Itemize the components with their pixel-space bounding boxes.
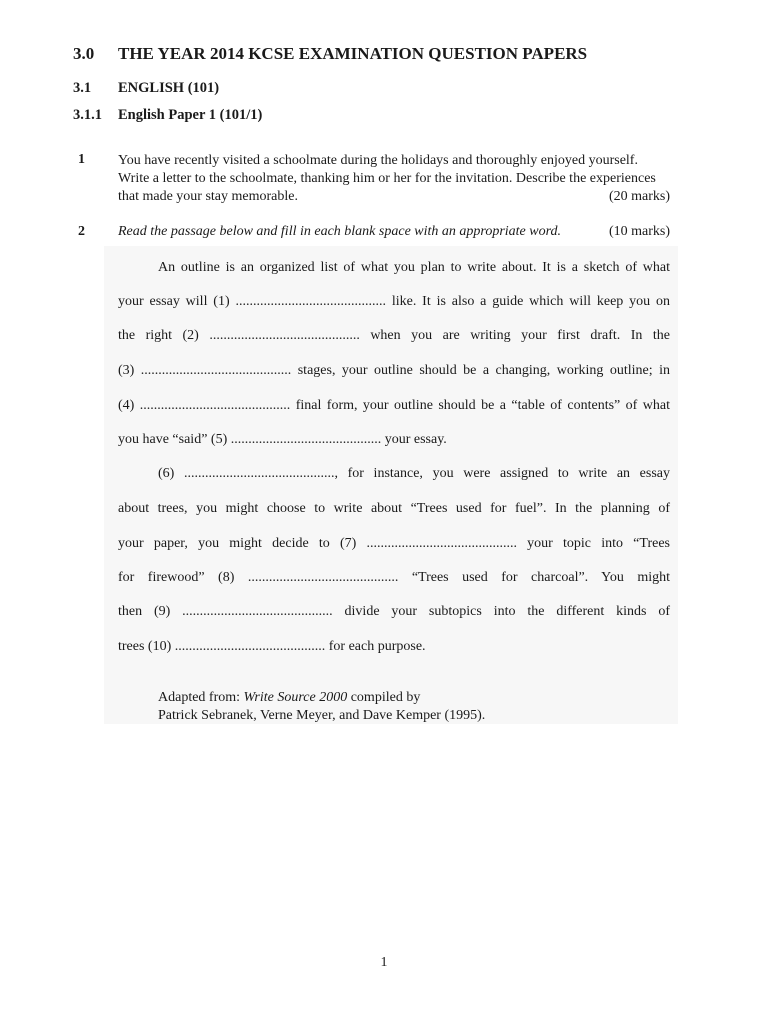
question-1-line xyxy=(118,188,670,206)
question-1-marks: (20 marks) xyxy=(608,189,670,204)
question-2-header xyxy=(118,224,670,242)
subsection-number: 3.1 xyxy=(73,80,92,96)
passage-line: you have “said” (5) ........................................... your essay. xyxy=(118,432,447,447)
question-2-marks: (10 marks) xyxy=(608,224,670,239)
section-title: THE YEAR 2014 KCSE EXAMINATION QUESTION PAPERS xyxy=(118,44,588,63)
question-1-line-text: that made your stay memorable. xyxy=(118,189,298,204)
subsubsection-number: 3.1.1 xyxy=(73,107,102,123)
page-number: 1 xyxy=(380,955,388,970)
passage-line: your paper, you might decide to (7) ........................................... your topic into “Trees xyxy=(118,536,670,551)
passage-line: then (9) ........................................... divide your subtopics into the different kinds of xyxy=(118,604,670,619)
passage-line: (6) ..........................................., for instance, you were assigned to write an essay xyxy=(158,466,670,481)
question-1-text xyxy=(118,152,670,206)
source-suffix: compiled by xyxy=(347,690,421,705)
subsection-title: ENGLISH (101) xyxy=(118,80,220,96)
passage-source xyxy=(158,689,485,725)
passage-line: trees (10) ........................................... for each purpose. xyxy=(118,639,426,654)
question-1-line: Write a letter to the schoolmate, thanking him or her for the invitation. Describe the experiences xyxy=(118,171,656,186)
passage-line: about trees, you might choose to write about “Trees used for fuel”. In the planning of xyxy=(118,501,670,516)
question-2-number: 2 xyxy=(78,224,85,239)
question-2-instruction: Read the passage below and fill in each blank space with an appropriate word. xyxy=(118,224,562,239)
source-prefix: Adapted from: xyxy=(158,690,244,705)
subsubsection-title: English Paper 1 (101/1) xyxy=(118,107,263,123)
passage-line: for firewood” (8) ........................................... “Trees used for charcoal”. You might xyxy=(118,570,670,585)
source-book-title: Write Source 2000 xyxy=(243,690,348,705)
passage-line: An outline is an organized list of what you plan to write about. It is a sketch of what xyxy=(158,260,670,275)
section-number: 3.0 xyxy=(73,44,95,63)
source-authors: Patrick Sebranek, Verne Meyer, and Dave Kemper (1995). xyxy=(158,708,486,723)
passage-line: the right (2) ........................................... when you are writing your first draft. In the xyxy=(118,328,670,343)
question-1-number: 1 xyxy=(78,152,85,167)
question-1-line: You have recently visited a schoolmate during the holidays and thoroughly enjoyed yourself. xyxy=(118,153,638,168)
passage-line: (3) ........................................... stages, your outline should be a changing, working outline; in xyxy=(118,363,670,378)
passage-line: your essay will (1) ........................................... like. It is also a guide which will keep you on xyxy=(118,294,670,309)
passage-line: (4) ........................................... final form, your outline should be a “table of contents” of what xyxy=(118,398,670,413)
